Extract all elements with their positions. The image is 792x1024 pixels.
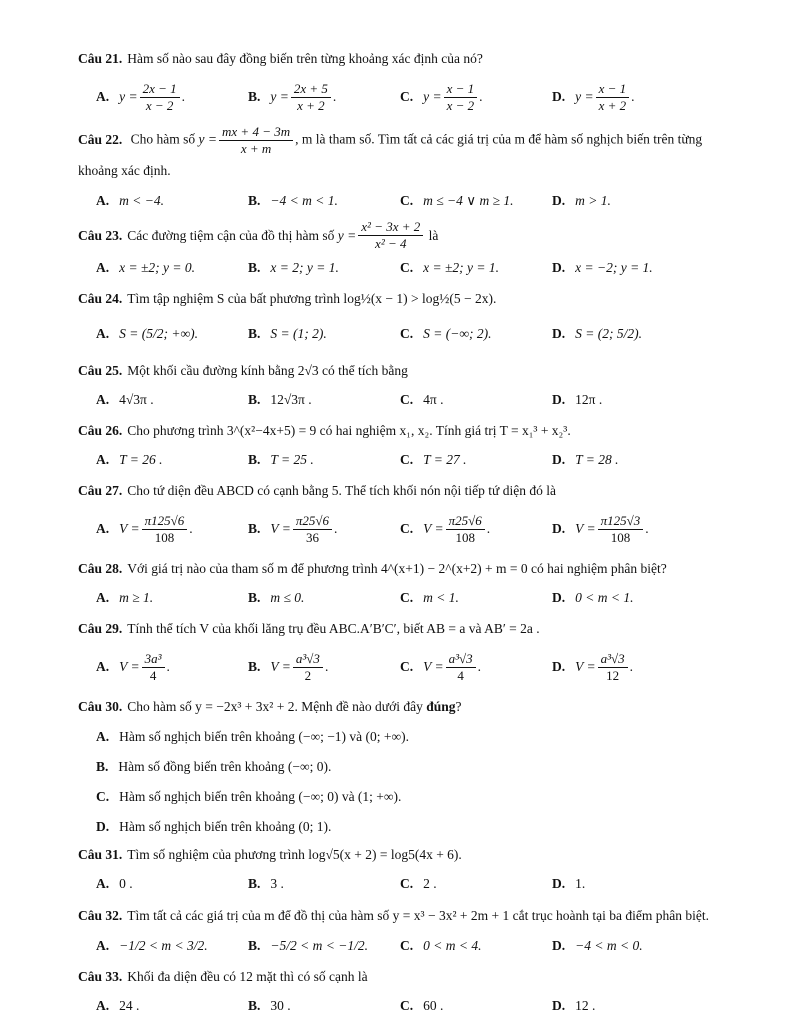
option-letter: A.: [96, 590, 110, 605]
option-letter: B.: [96, 759, 109, 774]
option-a[interactable]: [78, 254, 230, 282]
option-suffix: .: [166, 659, 170, 674]
option-c[interactable]: [382, 254, 534, 282]
denominator: x + 2: [297, 97, 325, 113]
question-number: Câu 25.: [78, 363, 123, 378]
option-suffix: .: [631, 89, 635, 104]
question-29: [78, 616, 728, 642]
question-text: Với giá trị nào của tham số m để phương trình 4^(x+1) − 2^(x+2) + m = 0 có hai nghiệm phân biệt?: [127, 561, 667, 576]
option-d[interactable]: [534, 187, 686, 215]
question-text: Một khối cầu đường kính bằng 2√3 có thể tích bằng: [127, 363, 408, 378]
option-text: Hàm số nghịch biến trên khoảng (−∞; 0) và (1; +∞).: [119, 789, 402, 804]
option-text: 2 .: [423, 876, 437, 891]
question-text: Tìm tất cả các giá trị của m để đồ thị của hàm số y = x³ − 3x² + 2m + 1 cắt trục hoành tại ba điểm phân biệt.: [127, 908, 710, 923]
option-lhs: y =: [119, 89, 138, 104]
option-letter: B.: [248, 89, 261, 104]
option-letter: B.: [248, 659, 261, 674]
option-letter: D.: [552, 326, 566, 341]
option-text: −1/2 < m < 3/2.: [119, 938, 208, 953]
question-26: [78, 418, 728, 444]
fraction: [293, 513, 332, 546]
option-suffix: .: [189, 521, 193, 536]
option-lhs: V =: [119, 521, 140, 536]
question-30: [78, 694, 728, 720]
option-lhs: V =: [119, 659, 140, 674]
option-text: S = (−∞; 2).: [423, 326, 492, 341]
fraction: [142, 513, 188, 546]
option-b[interactable]: [230, 644, 382, 690]
question-32: [78, 902, 728, 930]
question-number: Câu 23.: [78, 227, 123, 243]
exam-page: [78, 46, 728, 1024]
question-24: [78, 286, 728, 312]
option-text: m ≤ −4 ∨ m ≥ 1.: [423, 193, 514, 208]
option-letter: C.: [400, 193, 414, 208]
option-text: −4 < m < 0.: [575, 938, 643, 953]
numerator: 3a³: [142, 651, 165, 668]
option-b[interactable]: [230, 254, 382, 282]
option-suffix: .: [181, 89, 186, 104]
option-lhs: y =: [270, 89, 289, 104]
option-letter: A.: [96, 326, 110, 341]
fraction: [446, 651, 476, 684]
question-31: [78, 842, 728, 868]
option-suffix: .: [334, 521, 338, 536]
numerator: a³√3: [598, 651, 628, 668]
option-text: 3 .: [270, 876, 284, 891]
option-letter: C.: [400, 452, 414, 467]
option-c[interactable]: [382, 320, 534, 348]
option-c[interactable]: [382, 74, 534, 120]
question-text: Cho hàm số y = −2x³ + 3x² + 2. Mệnh đề nào dưới đây: [127, 699, 423, 714]
denominator: 108: [154, 529, 175, 545]
option-letter: A.: [96, 938, 110, 953]
option-letter: A.: [96, 392, 110, 407]
option-text: T = 26 .: [119, 452, 163, 467]
option-text: −4 < m < 1.: [270, 193, 338, 208]
option-letter: B.: [248, 452, 261, 467]
option-letter: C.: [400, 260, 414, 275]
option-letter: B.: [248, 260, 261, 275]
option-letter: C.: [400, 89, 414, 104]
option-letter: A.: [96, 998, 110, 1013]
fraction: [598, 513, 644, 546]
option-d[interactable]: [78, 812, 728, 842]
question-25: [78, 358, 728, 384]
numerator: π125√6: [142, 513, 188, 530]
option-a[interactable]: [78, 74, 230, 120]
option-letter: B.: [248, 998, 261, 1013]
option-letter: D.: [552, 260, 566, 275]
question-text-cont: ?: [455, 699, 462, 714]
question-number: Câu 31.: [78, 847, 123, 862]
option-a[interactable]: [78, 506, 230, 552]
options-33: [78, 992, 728, 1020]
option-d[interactable]: [534, 320, 686, 348]
option-b[interactable]: [230, 187, 382, 215]
question-text: Cho hàm số: [130, 131, 196, 147]
numerator: x² − 3x + 2: [358, 219, 423, 236]
options-24: [78, 314, 728, 354]
fraction: [598, 651, 628, 684]
option-text: 30 .: [270, 998, 291, 1013]
numerator: π25√6: [446, 513, 485, 530]
option-b[interactable]: [230, 320, 382, 348]
options-22: [78, 187, 728, 215]
option-text: 4π .: [423, 392, 444, 407]
option-suffix: .: [477, 659, 482, 674]
denominator: 4: [149, 667, 157, 683]
options-29: [78, 644, 728, 690]
question-22: [78, 124, 728, 185]
option-letter: B.: [248, 193, 261, 208]
question-28: [78, 556, 728, 582]
option-c[interactable]: [382, 506, 534, 552]
option-letter: C.: [400, 659, 414, 674]
option-letter: B.: [248, 876, 261, 891]
option-letter: B.: [248, 326, 261, 341]
option-letter: C.: [96, 789, 110, 804]
option-lhs: V =: [270, 521, 291, 536]
fraction: [596, 81, 630, 114]
option-c[interactable]: [78, 782, 728, 812]
option-b[interactable]: [230, 386, 382, 414]
option-text: 12 .: [575, 998, 596, 1013]
option-a[interactable]: [78, 722, 728, 752]
option-text: 0 < m < 1.: [575, 590, 634, 605]
option-text: 60 .: [423, 998, 444, 1013]
denominator: 36: [305, 529, 319, 545]
options-27: [78, 506, 728, 552]
option-text: −5/2 < m < −1/2.: [270, 938, 368, 953]
question-33: [78, 964, 728, 990]
option-a[interactable]: [78, 446, 230, 474]
option-letter: D.: [552, 590, 566, 605]
option-c[interactable]: [382, 992, 534, 1020]
option-c[interactable]: [382, 584, 534, 612]
question-text: Hàm số nào sau đây đồng biến trên từng khoảng xác định của nó?: [127, 51, 483, 66]
option-letter: D.: [552, 452, 566, 467]
option-text: S = (5/2; +∞).: [119, 326, 198, 341]
option-letter: B.: [248, 590, 261, 605]
option-a[interactable]: [78, 992, 230, 1020]
option-letter: B.: [248, 938, 261, 953]
option-letter: C.: [400, 998, 414, 1013]
option-a[interactable]: [78, 932, 230, 960]
option-b[interactable]: [230, 870, 382, 898]
denominator: 4: [457, 667, 464, 683]
fraction: [444, 81, 478, 114]
option-d[interactable]: [534, 506, 686, 552]
option-d[interactable]: [534, 386, 686, 414]
option-a[interactable]: [78, 584, 230, 612]
denominator: x + m: [240, 141, 272, 156]
numerator: a³√3: [293, 651, 323, 668]
question-23: [78, 219, 728, 252]
option-c[interactable]: [382, 870, 534, 898]
option-letter: C.: [400, 938, 414, 953]
question-text-cont: , m là tham số. Tìm tất cả các giá trị của m để hàm số nghịch biến trên từng khoảng xác định.: [78, 131, 703, 178]
option-lhs: V =: [270, 659, 291, 674]
option-text: m < 1.: [423, 590, 459, 605]
option-letter: A.: [96, 260, 110, 275]
options-25: [78, 386, 728, 414]
numerator: x − 1: [444, 81, 478, 98]
question-text: Cho tứ diện đều ABCD có cạnh bằng 5. Thể tích khối nón nội tiếp tứ diện đó là: [127, 483, 556, 498]
option-c[interactable]: [382, 932, 534, 960]
option-d[interactable]: [534, 932, 686, 960]
option-lhs: V =: [575, 521, 596, 536]
option-text: 4√3π .: [119, 392, 154, 407]
option-text: x = 2; y = 1.: [270, 260, 339, 275]
denominator: 108: [455, 529, 475, 545]
question-text: Cho phương trình 3^(x²−4x+5) = 9 có hai nghiệm x₁, x₂. Tính giá trị T = x₁³ + x₂³.: [127, 423, 571, 438]
option-letter: C.: [400, 392, 414, 407]
question-21: [78, 46, 728, 72]
question-emphasis: đúng: [426, 699, 456, 714]
option-text: 0 < m < 4.: [423, 938, 482, 953]
fraction: [140, 81, 180, 114]
option-letter: D.: [552, 521, 566, 536]
option-a[interactable]: [78, 644, 230, 690]
fraction: [219, 124, 293, 157]
question-text: Tính thể tích V của khối lăng trụ đều ABC.A′B′C′, biết AB = a và AB′ = 2a .: [127, 621, 540, 636]
option-letter: D.: [552, 938, 566, 953]
option-letter: D.: [552, 89, 566, 104]
fraction: [142, 651, 165, 684]
options-31: [78, 870, 728, 898]
option-text: 1.: [575, 876, 586, 891]
option-letter: D.: [552, 659, 566, 674]
denominator: 12: [606, 667, 620, 683]
option-letter: A.: [96, 193, 110, 208]
option-suffix: .: [332, 89, 337, 104]
option-a[interactable]: [78, 320, 230, 348]
option-text: x = ±2; y = 0.: [119, 260, 195, 275]
options-23: [78, 254, 728, 282]
denominator: x − 2: [145, 97, 174, 113]
option-text: m ≥ 1.: [119, 590, 154, 605]
option-letter: A.: [96, 452, 110, 467]
option-text: x = −2; y = 1.: [575, 260, 653, 275]
option-letter: C.: [400, 590, 414, 605]
option-text: 12π .: [575, 392, 603, 407]
option-text: m < −4.: [119, 193, 164, 208]
options-32: [78, 932, 728, 960]
option-text: m ≤ 0.: [270, 590, 305, 605]
options-26: [78, 446, 728, 474]
option-text: T = 28 .: [575, 452, 619, 467]
option-letter: D.: [552, 998, 566, 1013]
formula-lhs: y =: [337, 227, 357, 243]
question-number: Câu 26.: [78, 423, 123, 438]
question-text: Khối đa diện đều có 12 mặt thì có số cạnh là: [127, 969, 368, 984]
option-c[interactable]: [382, 446, 534, 474]
question-number: Câu 21.: [78, 51, 123, 66]
fraction: [446, 513, 485, 546]
question-text: Tìm tập nghiệm S của bất phương trình log½(x − 1) > log½(5 − 2x).: [127, 291, 497, 306]
option-letter: B.: [248, 392, 261, 407]
option-text: T = 25 .: [270, 452, 314, 467]
option-text: S = (2; 5/2).: [575, 326, 642, 341]
fraction: [291, 81, 331, 114]
option-d[interactable]: [534, 870, 686, 898]
option-c[interactable]: [382, 187, 534, 215]
numerator: π125√3: [598, 513, 644, 530]
option-c[interactable]: [382, 644, 534, 690]
option-suffix: .: [324, 659, 329, 674]
option-text: m > 1.: [575, 193, 611, 208]
option-letter: A.: [96, 521, 110, 536]
option-b[interactable]: [230, 506, 382, 552]
option-text: Hàm số nghịch biến trên khoảng (−∞; −1) và (0; +∞).: [119, 729, 410, 744]
option-suffix: .: [486, 521, 491, 536]
option-a[interactable]: [78, 187, 230, 215]
question-text-cont: là: [428, 227, 439, 243]
option-letter: A.: [96, 729, 110, 744]
question-number: Câu 33.: [78, 969, 123, 984]
numerator: a³√3: [446, 651, 476, 668]
option-text: Hàm số nghịch biến trên khoảng (0; 1).: [119, 819, 332, 834]
numerator: 2x − 1: [140, 81, 180, 98]
fraction: [293, 651, 323, 684]
question-number: Câu 28.: [78, 561, 123, 576]
option-a[interactable]: [78, 870, 230, 898]
option-b[interactable]: [230, 992, 382, 1020]
question-number: Câu 30.: [78, 699, 123, 714]
option-letter: A.: [96, 89, 110, 104]
question-number: Câu 27.: [78, 483, 123, 498]
option-letter: D.: [552, 193, 566, 208]
option-d[interactable]: [534, 644, 686, 690]
numerator: x − 1: [596, 81, 630, 98]
option-letter: A.: [96, 659, 110, 674]
option-lhs: V =: [575, 659, 596, 674]
option-lhs: V =: [423, 521, 444, 536]
option-b[interactable]: [230, 74, 382, 120]
option-d[interactable]: [534, 992, 686, 1020]
denominator: 108: [610, 529, 631, 545]
denominator: x + 2: [598, 97, 627, 113]
question-number: Câu 32.: [78, 908, 123, 923]
question-number: Câu 22.: [78, 131, 123, 147]
option-d[interactable]: [534, 254, 686, 282]
question-27: [78, 478, 728, 504]
option-letter: D.: [96, 819, 110, 834]
option-text: T = 27 .: [423, 452, 467, 467]
option-text: Hàm số đồng biến trên khoảng (−∞; 0).: [118, 759, 332, 774]
denominator: x² − 4: [375, 236, 407, 251]
options-21: [78, 74, 728, 120]
formula-lhs: y =: [198, 131, 218, 147]
option-text: 0 .: [119, 876, 133, 891]
option-b[interactable]: [230, 932, 382, 960]
option-a[interactable]: [78, 386, 230, 414]
numerator: 2x + 5: [291, 81, 331, 98]
option-letter: B.: [248, 521, 261, 536]
numerator: mx + 4 − 3m: [219, 124, 293, 141]
denominator: 2: [304, 667, 312, 683]
question-number: Câu 24.: [78, 291, 123, 306]
option-letter: C.: [400, 326, 414, 341]
option-letter: C.: [400, 876, 414, 891]
option-d[interactable]: [534, 446, 686, 474]
option-letter: C.: [400, 521, 414, 536]
numerator: π25√6: [293, 513, 332, 530]
option-text: S = (1; 2).: [270, 326, 327, 341]
options-28: [78, 584, 728, 612]
option-suffix: .: [645, 521, 649, 536]
question-text: Tìm số nghiệm của phương trình log√5(x + 2) = log5(4x + 6).: [127, 847, 462, 862]
option-d[interactable]: [534, 74, 686, 120]
option-letter: D.: [552, 392, 566, 407]
question-text: Các đường tiệm cận của đồ thị hàm số: [127, 227, 335, 243]
option-text: 12√3π .: [270, 392, 312, 407]
option-suffix: .: [629, 659, 634, 674]
option-suffix: .: [479, 89, 483, 104]
denominator: x − 2: [446, 97, 475, 113]
option-lhs: V =: [423, 659, 444, 674]
option-lhs: y =: [423, 89, 442, 104]
option-b[interactable]: [230, 584, 382, 612]
option-text: x = ±2; y = 1.: [423, 260, 499, 275]
option-b[interactable]: [78, 752, 728, 782]
option-b[interactable]: [230, 446, 382, 474]
option-lhs: y =: [575, 89, 594, 104]
option-letter: A.: [96, 876, 110, 891]
option-letter: D.: [552, 876, 566, 891]
question-number: Câu 29.: [78, 621, 123, 636]
option-c[interactable]: [382, 386, 534, 414]
option-d[interactable]: [534, 584, 686, 612]
option-text: 24 .: [119, 998, 140, 1013]
fraction: [358, 219, 423, 252]
